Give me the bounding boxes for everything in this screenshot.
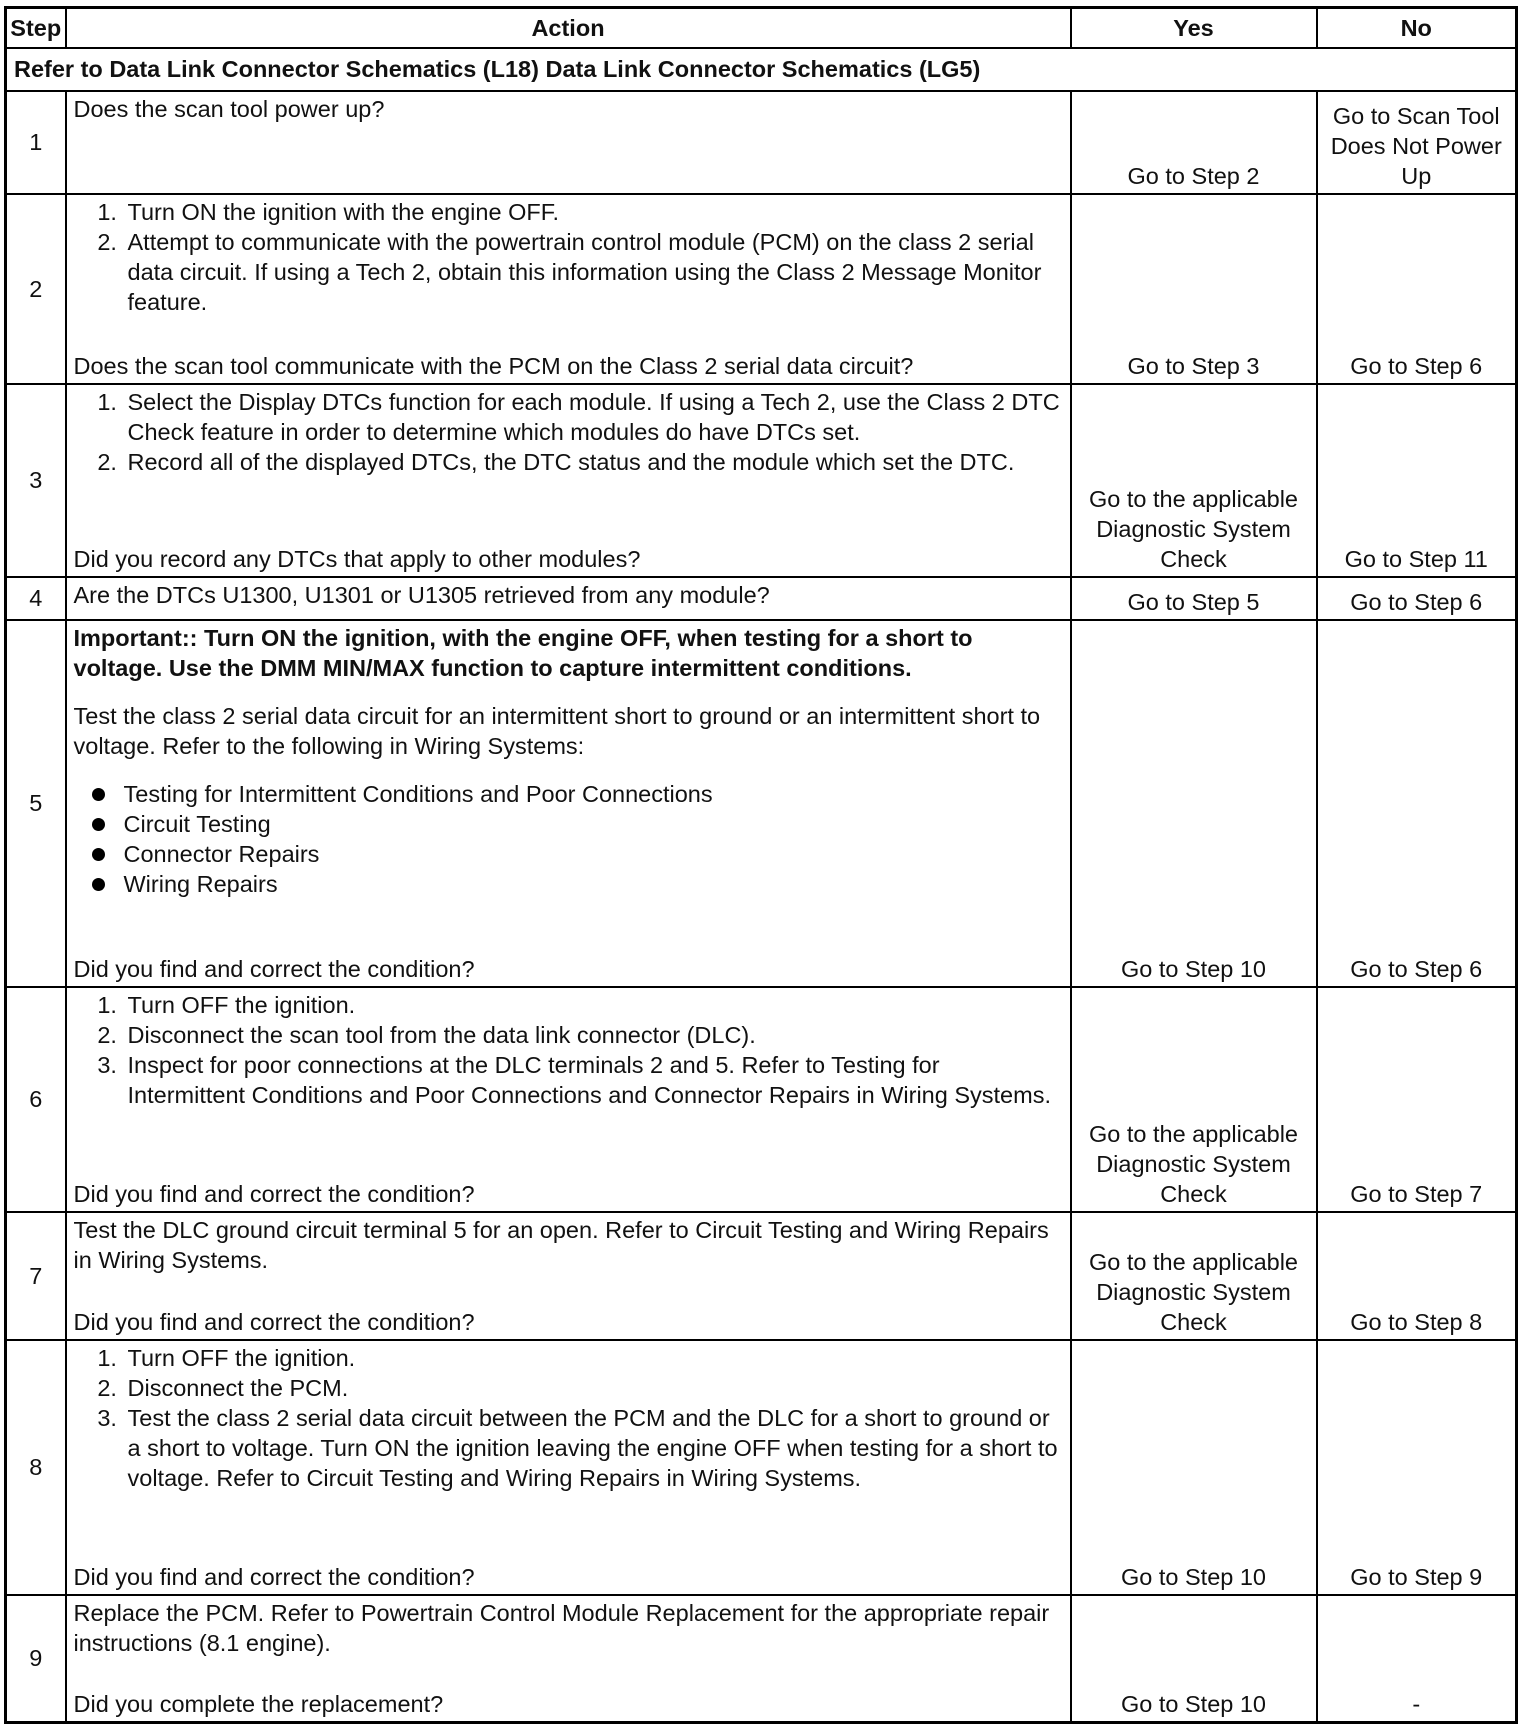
procedure-step: 1. Select the Display DTCs function for each module. If using a Tech 2, use the Class 2 DTC Check feature in order to determine which modules do have DTCs set. — [124, 387, 1063, 447]
yes-outcome: Go to the applicable Diagnostic System Check — [1071, 987, 1317, 1212]
table-row — [6, 1340, 1517, 1595]
reference-list-item — [122, 779, 1063, 809]
table-row — [6, 987, 1517, 1212]
bullet-icon — [92, 818, 105, 831]
question-text: Did you complete the replacement? — [73, 1691, 444, 1717]
action-cell — [66, 91, 1071, 194]
question-text: Did you record any DTCs that apply to other modules? — [73, 545, 641, 572]
procedure-step: 2. Record all of the displayed DTCs, the DTC status and the module which set the DTC. — [124, 447, 1063, 477]
bullet-icon — [92, 848, 105, 861]
reference-list-text: Wiring Repairs — [123, 870, 278, 897]
step-number: 4 — [6, 577, 66, 620]
step-number: 3 — [6, 384, 66, 577]
step-number: 7 — [6, 1212, 66, 1340]
action-text: Are the DTCs U1300, U1301 or U1305 retrieved from any module? — [73, 581, 770, 608]
header-yes: Yes — [1071, 8, 1317, 48]
procedure-step: 3. Inspect for poor connections at the DLC terminals 2 and 5. Refer to Testing for Intermittent Conditions and Poor Connections and Connector Repairs in Wiring Systems. — [124, 1050, 1063, 1110]
procedure-step: 2. Attempt to communicate with the powertrain control module (PCM) on the class 2 serial data circuit. If using a Tech 2, obtain this information using the Class 2 Message Monitor feature. — [124, 227, 1063, 317]
action-cell — [66, 1595, 1071, 1723]
step-number: 8 — [6, 1340, 66, 1595]
action-cell — [66, 194, 1071, 384]
table-row — [6, 91, 1517, 194]
action-cell — [66, 620, 1071, 987]
procedure-step: 3. Test the class 2 serial data circuit between the PCM and the DLC for a short to ground or a short to voltage. Turn ON the ignition leaving the engine OFF when testing for a short to voltage. Refer to Circuit Testing and Wiring Repairs in Wiring Systems. — [124, 1403, 1063, 1493]
question-text: Did you find and correct the condition? — [73, 1180, 475, 1207]
bullet-icon — [92, 788, 105, 801]
table-row — [6, 620, 1517, 987]
step-number: 1 — [6, 91, 66, 194]
table-row — [6, 1595, 1517, 1723]
header-row — [6, 8, 1517, 48]
reference-list — [74, 779, 1063, 899]
action-text: Test the DLC ground circuit terminal 5 for an open. Refer to Circuit Testing and Wiring Repairs in Wiring Systems. — [73, 1216, 1049, 1273]
no-outcome: Go to Step 8 — [1317, 1212, 1517, 1340]
step-number: 2 — [6, 194, 66, 384]
table-row — [6, 577, 1517, 620]
action-content — [74, 1341, 1063, 1594]
procedure-list — [74, 197, 1063, 317]
action-cell — [66, 1340, 1071, 1595]
header-no: No — [1317, 8, 1517, 48]
table-row — [6, 194, 1517, 384]
action-content — [74, 92, 1063, 193]
yes-outcome: Go to Step 3 — [1071, 194, 1317, 384]
no-outcome: Go to Step 6 — [1317, 194, 1517, 384]
diagnostic-table — [4, 6, 1518, 1724]
no-outcome: Go to Scan Tool Does Not Power Up — [1317, 91, 1517, 194]
step-number: 9 — [6, 1595, 66, 1723]
action-text: Does the scan tool power up? — [73, 95, 385, 122]
question-text: Did you find and correct the condition? — [73, 1563, 475, 1590]
reference-list-text: Circuit Testing — [123, 810, 271, 837]
no-outcome: - — [1317, 1595, 1517, 1723]
header-step: Step — [6, 8, 66, 48]
action-content — [74, 385, 1063, 576]
reference-list-text: Connector Repairs — [123, 840, 320, 867]
question-text: Did you find and correct the condition? — [73, 1308, 475, 1335]
procedure-step: 1. Turn ON the ignition with the engine OFF. — [124, 197, 1063, 227]
action-text: Replace the PCM. Refer to Powertrain Control Module Replacement for the appropriate repair instructions (8.1 engine). — [73, 1599, 1050, 1656]
step-number: 5 — [6, 620, 66, 987]
yes-outcome: Go to Step 10 — [1071, 1595, 1317, 1723]
procedure-step: 1. Turn OFF the ignition. — [124, 990, 1063, 1020]
yes-outcome: Go to the applicable Diagnostic System Check — [1071, 1212, 1317, 1340]
action-content — [74, 621, 1063, 986]
procedure-list — [74, 387, 1063, 477]
no-outcome: Go to Step 9 — [1317, 1340, 1517, 1595]
procedure-step: 2. Disconnect the PCM. — [124, 1373, 1063, 1403]
procedure-list — [74, 990, 1063, 1110]
yes-outcome: Go to Step 5 — [1071, 577, 1317, 620]
reference-row — [6, 48, 1517, 91]
yes-outcome: Go to Step 2 — [1071, 91, 1317, 194]
question-text: Did you find and correct the condition? — [73, 955, 475, 982]
reference-list-item — [122, 809, 1063, 839]
action-cell — [66, 384, 1071, 577]
action-content — [74, 1596, 1063, 1722]
yes-outcome: Go to the applicable Diagnostic System Check — [1071, 384, 1317, 577]
table-row — [6, 1212, 1517, 1340]
no-outcome: Go to Step 6 — [1317, 620, 1517, 987]
action-content — [74, 1213, 1063, 1339]
procedure-list — [74, 1343, 1063, 1493]
procedure-step: 1. Turn OFF the ignition. — [124, 1343, 1063, 1373]
action-content — [74, 578, 1063, 619]
reference-list-item — [122, 839, 1063, 869]
action-text: Test the class 2 serial data circuit for an intermittent short to ground or an intermittent short to voltage. Refer to the following in Wiring Systems: — [73, 702, 1041, 759]
table-row — [6, 384, 1517, 577]
schematic-reference: Refer to Data Link Connector Schematics (L18) Data Link Connector Schematics (LG5) — [6, 48, 1517, 91]
header-action: Action — [66, 8, 1071, 48]
yes-outcome: Go to Step 10 — [1071, 620, 1317, 987]
action-cell — [66, 1212, 1071, 1340]
procedure-step: 2. Disconnect the scan tool from the data link connector (DLC). — [124, 1020, 1063, 1050]
action-content — [74, 195, 1063, 383]
action-cell — [66, 577, 1071, 620]
bullet-icon — [92, 878, 105, 891]
no-outcome: Go to Step 6 — [1317, 577, 1517, 620]
reference-list-text: Testing for Intermittent Conditions and Poor Connections — [123, 780, 713, 807]
important-note: Important:: Turn ON the ignition, with the engine OFF, when testing for a short to voltage. Use the DMM MIN/MAX function to capture intermittent conditions. — [73, 624, 973, 681]
question-text: Does the scan tool communicate with the PCM on the Class 2 serial data circuit? — [73, 352, 914, 379]
reference-list-item — [122, 869, 1063, 899]
yes-outcome: Go to Step 10 — [1071, 1340, 1317, 1595]
action-content — [74, 988, 1063, 1211]
action-cell — [66, 987, 1071, 1212]
step-number: 6 — [6, 987, 66, 1212]
no-outcome: Go to Step 7 — [1317, 987, 1517, 1212]
no-outcome: Go to Step 11 — [1317, 384, 1517, 577]
